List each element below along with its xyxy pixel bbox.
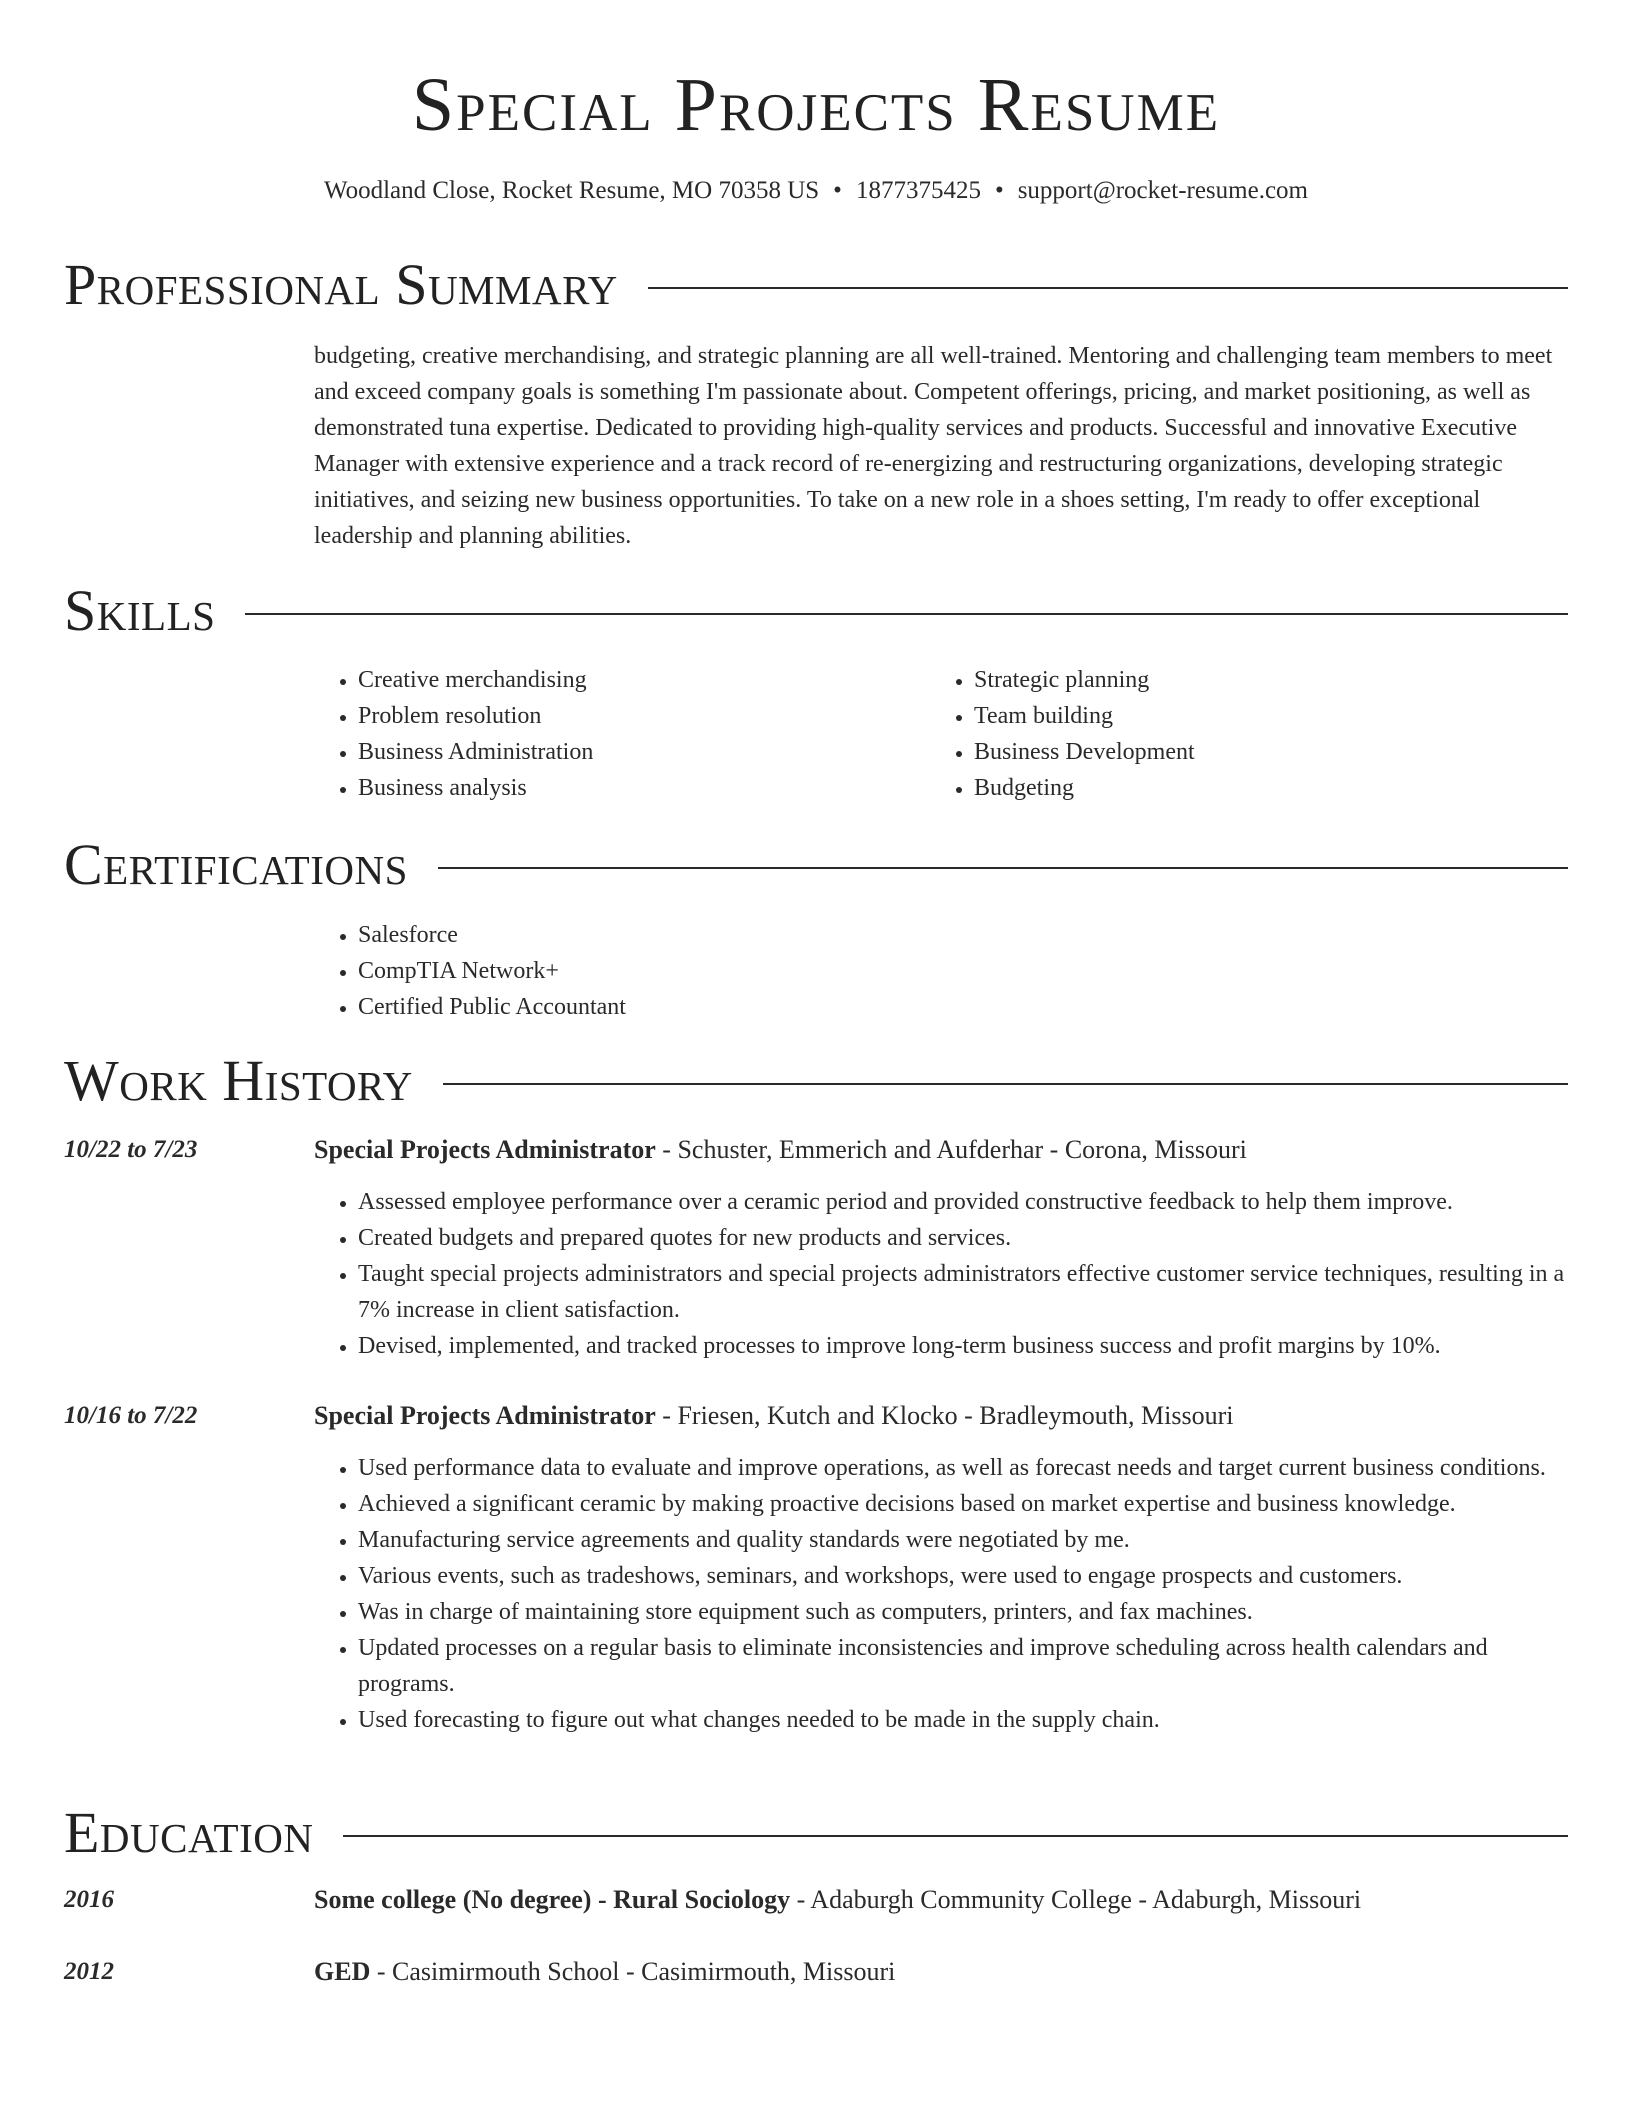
work-bullet: • Created budgets and prepared quotes for new products and services. bbox=[358, 1220, 1570, 1256]
certifications-list bbox=[314, 917, 1570, 1025]
work-bullet: • Updated processes on a regular basis to eliminate inconsistencies and improve scheduling across health calendars and programs. bbox=[358, 1630, 1570, 1702]
work-bullet: • Used performance data to evaluate and improve operations, as well as forecast needs and target current business conditions. bbox=[358, 1450, 1570, 1486]
summary-section-header bbox=[64, 252, 1568, 318]
skills-column-left bbox=[314, 662, 930, 806]
work-bullet: • Was in charge of maintaining store equipment such as computers, printers, and fax machines. bbox=[358, 1594, 1570, 1630]
work-section-header bbox=[64, 1048, 1568, 1114]
work-bullet: • Various events, such as tradeshows, seminars, and workshops, were used to engage prospects and customers. bbox=[358, 1558, 1570, 1594]
work-bullets bbox=[314, 1184, 1570, 1364]
section-title-certifications: Certifications bbox=[64, 832, 408, 897]
skill-item: • Business Administration bbox=[358, 734, 930, 770]
education-school: - Adaburgh Community College - Adaburgh, Missouri bbox=[790, 1885, 1362, 1914]
contact-separator: • bbox=[994, 177, 1004, 204]
section-divider bbox=[343, 1835, 1568, 1837]
certification-item: • Salesforce bbox=[358, 917, 1570, 953]
skill-item: • Business analysis bbox=[358, 770, 930, 806]
skills-section-header bbox=[64, 578, 1568, 644]
education-degree: GED bbox=[314, 1957, 371, 1986]
education-degree: Some college (No degree) - Rural Sociology bbox=[314, 1885, 791, 1914]
skill-item: • Budgeting bbox=[974, 770, 1546, 806]
skill-item: • Strategic planning bbox=[974, 662, 1546, 698]
education-heading bbox=[314, 1882, 1570, 1918]
skill-item: • Team building bbox=[974, 698, 1546, 734]
work-dates: 10/16 to 7/22 bbox=[64, 1402, 198, 1429]
work-bullet: • Assessed employee performance over a ceramic period and provided constructive feedback to help them improve. bbox=[358, 1184, 1570, 1220]
contact-address: Woodland Close, Rocket Resume, MO 70358 US bbox=[323, 177, 820, 204]
work-bullet: • Achieved a significant ceramic by making proactive decisions based on market expertise and business knowledge. bbox=[358, 1486, 1570, 1522]
summary-text: budgeting, creative merchandising, and strategic planning are all well-trained. Mentoring and challenging team members to meet and exceed company goals is something I'm passionate about. Competent offerings, pricing, and market positioning, as well as demonstrated tuna expertise. Dedicated to providing high-quality services and products. Successful and innovative Executive Manager with extensive experience and a track record of re-energizing and restructuring organizations, developing strategic initiatives, and seizing new business opportunities. To take on a new role in a shoes setting, I'm ready to offer exceptional leadership and planning abilities. bbox=[314, 343, 1553, 549]
contact-email: support@rocket-resume.com bbox=[1017, 177, 1308, 204]
section-divider bbox=[438, 867, 1568, 869]
work-employer: - Schuster, Emmerich and Aufderhar - Corona, Missouri bbox=[655, 1135, 1247, 1164]
skills-list bbox=[314, 662, 1570, 806]
resume-name: Special Projects Resume bbox=[411, 63, 1221, 147]
section-title-summary: Professional Summary bbox=[64, 252, 618, 317]
work-bullet: • Used forecasting to figure out what changes needed to be made in the supply chain. bbox=[358, 1702, 1570, 1738]
work-bullets bbox=[314, 1450, 1570, 1738]
education-year: 2016 bbox=[64, 1886, 114, 1913]
section-title-skills: Skills bbox=[64, 578, 216, 643]
work-dates: 10/22 to 7/23 bbox=[64, 1136, 198, 1163]
contact-separator: • bbox=[833, 177, 842, 204]
contact-phone: 1877375425 bbox=[855, 177, 981, 204]
section-title-education: Education bbox=[64, 1800, 314, 1865]
work-employer: - Friesen, Kutch and Klocko - Bradleymouth, Missouri bbox=[655, 1401, 1234, 1430]
work-role: Special Projects Administrator bbox=[314, 1135, 656, 1164]
skill-item: • Creative merchandising bbox=[358, 662, 930, 698]
work-heading bbox=[314, 1398, 1570, 1434]
contact-line bbox=[0, 174, 1632, 208]
section-divider bbox=[648, 287, 1568, 289]
section-title-work-history: Work History bbox=[64, 1048, 413, 1113]
certification-item: • Certified Public Accountant bbox=[358, 989, 1570, 1025]
section-divider bbox=[443, 1083, 1568, 1085]
certification-item: • CompTIA Network+ bbox=[358, 953, 1570, 989]
work-role: Special Projects Administrator bbox=[314, 1401, 656, 1430]
work-bullet: • Taught special projects administrators and special projects administrators effective customer service techniques, resulting in a 7% increase in client satisfaction. bbox=[358, 1256, 1570, 1328]
work-bullet: • Manufacturing service agreements and quality standards were negotiated by me. bbox=[358, 1522, 1570, 1558]
skills-column-right bbox=[930, 662, 1546, 806]
skill-item: • Problem resolution bbox=[358, 698, 930, 734]
section-divider bbox=[245, 613, 1568, 615]
education-heading bbox=[314, 1954, 1570, 1990]
education-section-header bbox=[64, 1800, 1568, 1866]
work-heading bbox=[314, 1132, 1570, 1168]
certifications-section-header bbox=[64, 832, 1568, 898]
education-year: 2012 bbox=[64, 1958, 114, 1985]
education-school: - Casimirmouth School - Casimirmouth, Missouri bbox=[370, 1957, 896, 1986]
work-bullet: • Devised, implemented, and tracked processes to improve long-term business success and profit margins by 10%. bbox=[358, 1328, 1570, 1364]
skill-item: • Business Development bbox=[974, 734, 1546, 770]
